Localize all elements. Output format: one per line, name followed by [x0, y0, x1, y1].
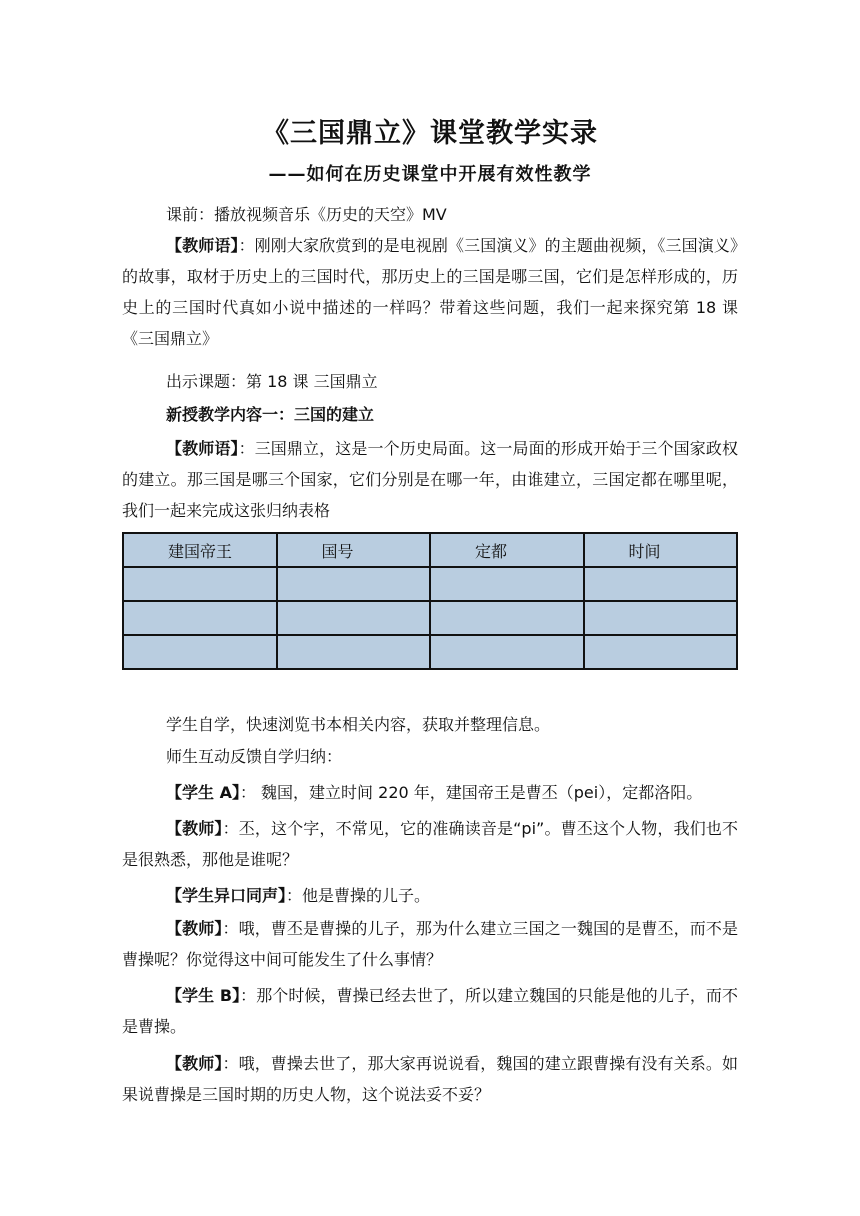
self-study-text: 学生自学，快速浏览书本相关内容，获取并整理信息。	[166, 715, 551, 734]
document-subtitle: ——如何在历史课堂中开展有效性教学	[268, 164, 592, 185]
table-cell	[430, 635, 584, 669]
table-cell	[277, 567, 431, 601]
paragraph-lesson-topic	[122, 366, 738, 397]
table-cell	[123, 635, 277, 669]
teacher-intro-text: ：刚刚大家欣赏到的是电视剧《三国演义》的主题曲视频，《三国演义》的故事，取材于历史上的三国时代，那历史上的三国是哪三国，它们是怎样形成的，历史上的三国时代真如小说中描述的一样吗？带着这些问题，我们一起来探究第 18 课《三国鼎立》	[122, 236, 738, 348]
paragraph-teacher-task	[122, 433, 738, 526]
paragraph-teacher-1	[122, 813, 738, 875]
header-founder: 建国帝王	[123, 533, 277, 567]
section-heading	[122, 399, 738, 430]
table-cell	[123, 567, 277, 601]
table-cell	[584, 635, 738, 669]
table-cell	[430, 567, 584, 601]
paragraph-student-a	[122, 777, 738, 808]
teacher-text: ：丕，这个字，不常见，它的准确读音是“pi”。曹丕这个人物，我们也不是很熟悉，那他是谁呢？	[122, 819, 738, 869]
teacher-label: 【教师语】	[166, 236, 239, 255]
student-a-text: ： 魏国，建立时间 220 年，建国帝王是曹丕（pei），定都洛阳。	[239, 783, 703, 802]
teacher-label: 【教师】	[166, 819, 223, 838]
table-row	[123, 567, 737, 601]
pre-class-text: 课前：播放视频音乐《历史的天空》MV	[166, 205, 447, 224]
teacher-label: 【教师语】	[166, 439, 239, 458]
paragraph-teacher-3	[122, 1048, 738, 1110]
teacher-text: ：哦，曹丕是曹操的儿子，那为什么建立三国之一魏国的是曹丕，而不是曹操呢？你觉得这中间可能发生了什么事情？	[122, 919, 738, 969]
student-a-label: 【学生 A】	[166, 783, 240, 802]
teacher-text: ：哦，曹操去世了，那大家再说说看，魏国的建立跟曹操有没有关系。如果说曹操是三国时期的历史人物，这个说法妥不妥？	[122, 1054, 738, 1104]
students-chorus-label: 【学生异口同声】	[166, 886, 287, 905]
table-cell	[584, 601, 738, 635]
header-time: 时间	[584, 533, 738, 567]
summary-table	[122, 532, 738, 670]
table-row	[123, 601, 737, 635]
table-cell	[123, 601, 277, 635]
table-cell	[277, 635, 431, 669]
student-b-label: 【学生 B】	[166, 986, 241, 1005]
feedback-text: 师生互动反馈自学归纳：	[166, 747, 343, 766]
table-cell	[277, 601, 431, 635]
teacher-label: 【教师】	[166, 919, 223, 938]
paragraph-teacher-intro	[122, 230, 738, 354]
paragraph-pre-class	[122, 199, 738, 230]
paragraph-students-chorus	[122, 880, 738, 911]
paragraph-student-b	[122, 980, 738, 1042]
document-title: 《三国鼎立》课堂教学实录	[262, 118, 598, 149]
paragraph-self-study	[122, 709, 738, 740]
lesson-topic-text: 出示课题：第 18 课 三国鼎立	[166, 372, 378, 391]
teacher-label: 【教师】	[166, 1054, 223, 1073]
teacher-task-text: ：三国鼎立，这是一个历史局面。这一局面的形成开始于三个国家政权的建立。那三国是哪三个国家，它们分别是在哪一年，由谁建立，三国定都在哪里呢，我们一起来完成这张归纳表格	[122, 439, 738, 520]
paragraph-teacher-2	[122, 913, 738, 975]
students-chorus-text: ：他是曹操的儿子。	[286, 886, 431, 905]
table-header-row	[123, 533, 737, 567]
table-cell	[430, 601, 584, 635]
table-cell	[584, 567, 738, 601]
paragraph-feedback	[122, 741, 738, 772]
header-state-name: 国号	[277, 533, 431, 567]
section-heading-text: 新授教学内容一：三国的建立	[166, 405, 375, 424]
table-row	[123, 635, 737, 669]
student-b-text: ：那个时候，曹操已经去世了，所以建立魏国的只能是他的儿子，而不是曹操。	[122, 986, 738, 1036]
header-capital: 定都	[430, 533, 584, 567]
